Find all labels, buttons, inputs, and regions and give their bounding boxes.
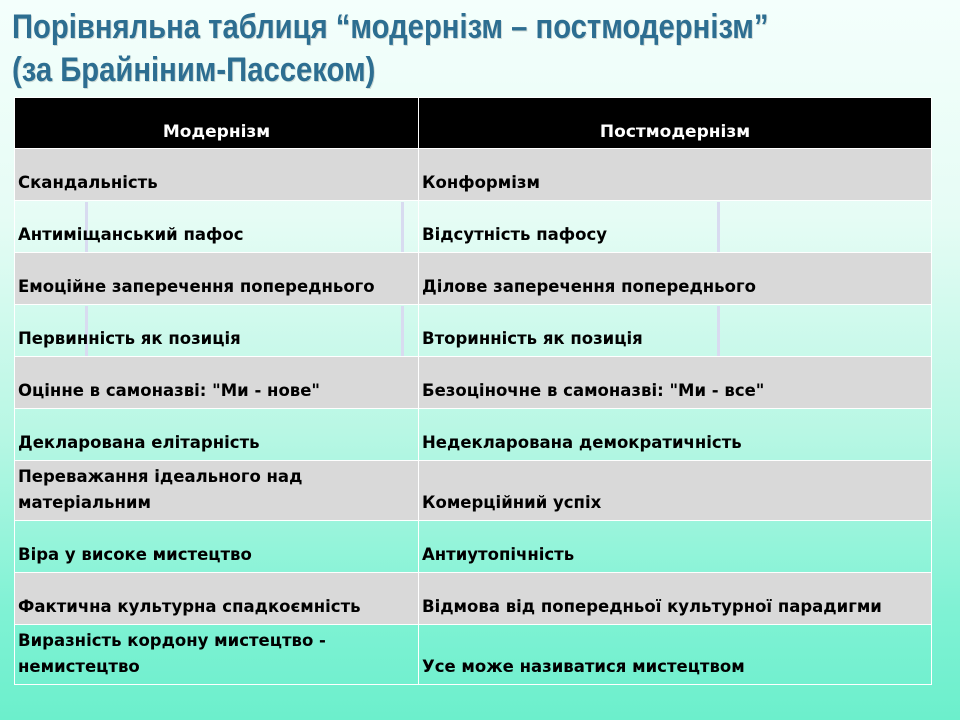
title-line-2: (за Брайніним-Пассеком) [12, 51, 376, 89]
table-row [15, 625, 932, 685]
modernism-cell: Антиміщанський пафос [15, 201, 419, 253]
modernism-cell: Скандальність [15, 149, 419, 201]
postmodernism-cell: Антиутопічність [419, 521, 932, 573]
postmodernism-cell: Комерційний успіх [419, 461, 932, 521]
postmodernism-cell: Вторинність як позиція [419, 305, 932, 357]
table-row [15, 149, 932, 201]
postmodernism-cell: Безоціночне в самоназві: "Ми - все" [419, 357, 932, 409]
modernism-cell: Виразність кордону мистецтво - немистецтво [15, 625, 419, 685]
comparison-table [14, 97, 932, 685]
modernism-cell: Фактична культурна спадкоємність [15, 573, 419, 625]
modernism-cell: Переважання ідеального над матеріальним [15, 461, 419, 521]
postmodernism-cell: Відмова від попередньої культурної парадигми [419, 573, 932, 625]
table-row [15, 573, 932, 625]
table-row [15, 253, 932, 305]
header-modernism: Модернізм [15, 98, 419, 149]
table-row [15, 409, 932, 461]
slide-title [12, 6, 769, 92]
table-row [15, 521, 932, 573]
table-row [15, 461, 932, 521]
postmodernism-cell: Усе може називатися мистецтвом [419, 625, 932, 685]
postmodernism-cell: Конформізм [419, 149, 932, 201]
title-line-1: Порівняльна таблиця “модернізм – постмодернізм” [12, 8, 769, 46]
modernism-cell: Декларована елітарність [15, 409, 419, 461]
postmodernism-cell: Ділове заперечення попереднього [419, 253, 932, 305]
header-postmodernism: Постмодернізм [419, 98, 932, 149]
table-row [15, 357, 932, 409]
modernism-cell: Віра у високе мистецтво [15, 521, 419, 573]
modernism-cell: Емоційне заперечення попереднього [15, 253, 419, 305]
postmodernism-cell: Відсутність пафосу [419, 201, 932, 253]
table-header-row [15, 98, 932, 149]
table-row [15, 305, 932, 357]
modernism-cell: Первинність як позиція [15, 305, 419, 357]
postmodernism-cell: Недекларована демократичність [419, 409, 932, 461]
table-row [15, 201, 932, 253]
modernism-cell: Оцінне в самоназві: "Ми - нове" [15, 357, 419, 409]
